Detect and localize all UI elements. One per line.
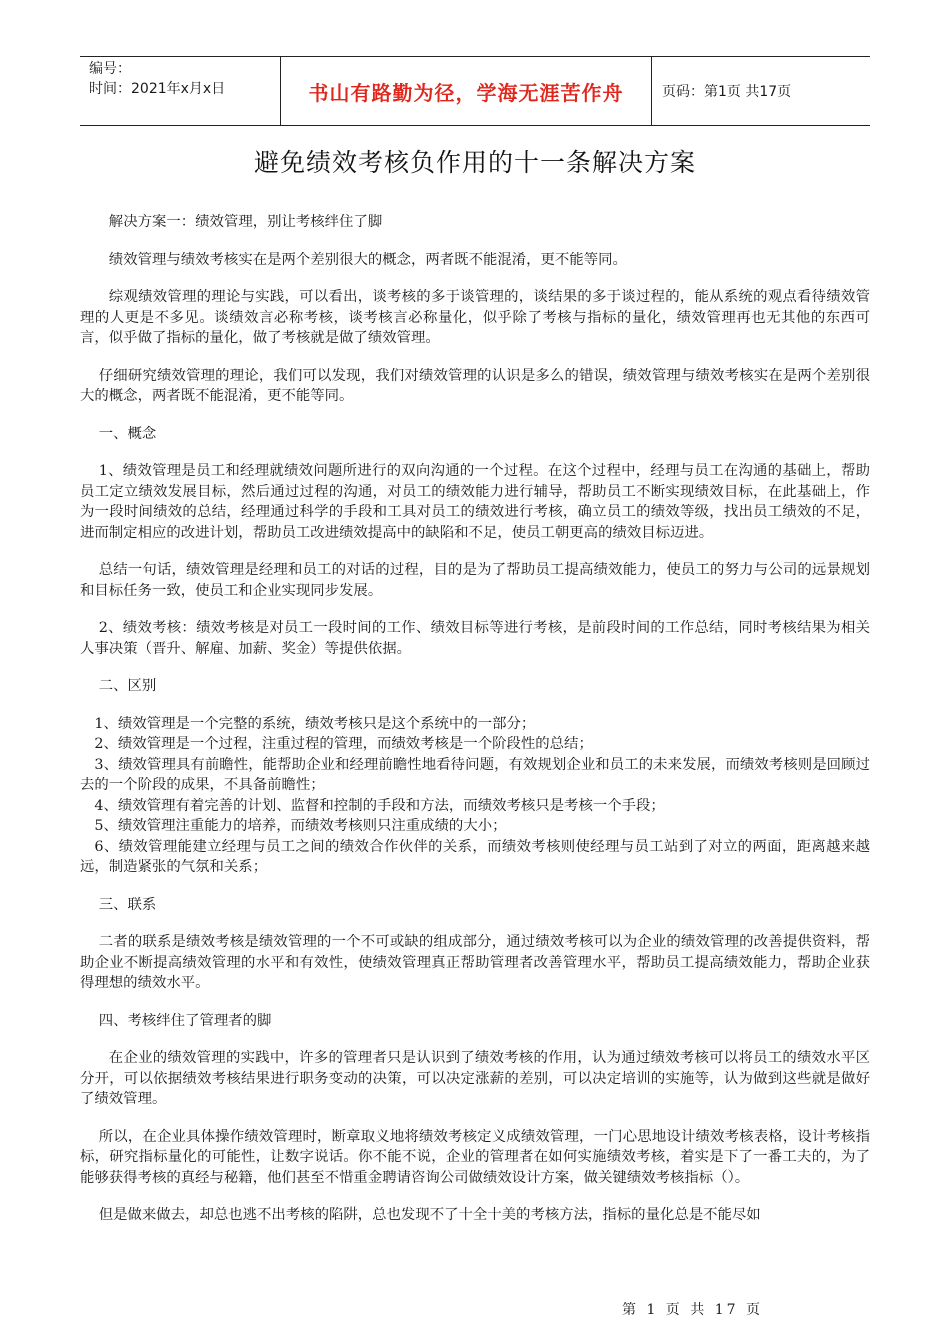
paragraph: 1、绩效管理是员工和经理就绩效问题所进行的双向沟通的一个过程。在这个过程中，经理与员工在沟通的基础上，帮助员工定立绩效发展目标，然后通过过程的沟通，对员工的绩效能力进行辅导，帮助员工不断实现绩效目标，在此基础上，作为一段时间绩效的总结，经理通过科学的手段和工具对员工的绩效进行考核，确立员工的绩效等级，找出员工绩效的不足，进而制定相应的改进计划，帮助员工改进绩效提高中的缺陷和不足，使员工朝更高的绩效目标迈进。: [80, 463, 870, 541]
page-header: [80, 56, 870, 126]
header-page-info: 页码：第1页 共17页: [662, 84, 792, 100]
section-heading: 二、区别: [98, 678, 157, 694]
paragraph: 总结一句话，绩效管理是经理和员工的对话的过程，目的是为了帮助员工提高绩效能力，使员工的努力与公司的远景规划和目标任务一致，使员工和企业实现同步发展。: [80, 562, 870, 599]
document-title: 避免绩效考核负作用的十一条解决方案: [253, 148, 696, 177]
paragraph: 仔细研究绩效管理的理论，我们可以发现，我们对绩效管理的认识是多么的错误，绩效管理与绩效考核实在是两个差别很大的概念，两者既不能混淆，更不能等同。: [80, 367, 870, 404]
list-item: 3、绩效管理具有前瞻性，能帮助企业和经理前瞻性地看待问题，有效规划企业和员工的未来发展，而绩效考核则是回顾过去的一个阶段的成果，不具备前瞻性；: [80, 756, 870, 793]
list-item: 6、绩效管理能建立经理与员工之间的绩效合作伙伴的关系，而绩效考核则使经理与员工站到了对立的两面，距离越来越远，制造紧张的气氛和关系；: [80, 838, 870, 875]
header-motto: 书山有路勤为径，学海无涯苦作舟: [280, 57, 652, 125]
paragraph: 所以，在企业具体操作绩效管理时，断章取义地将绩效考核定义成绩效管理，一门心思地设计绩效考核表格，设计考核指标，研究指标量化的可能性，让数字说话。你不能不说，企业的管理者在如何实施绩效考核，着实是下了一番工夫的，为了能够获得考核的真经与秘籍，他们甚至不惜重金聘请咨询公司做绩效设计方案，做关键绩效考核指标（）。: [80, 1128, 870, 1186]
paragraph: 在企业的绩效管理的实践中，许多的管理者只是认识到了绩效考核的作用，认为通过绩效考核可以将员工的绩效水平区分开，可以依据绩效考核结果进行职务变动的决策，可以决定涨薪的差别，可以决定培训的实施等，认为做到这些就是做好了绩效管理。: [80, 1050, 870, 1107]
list-item: 1、绩效管理是一个完整的系统，绩效考核只是这个系统中的一部分；: [94, 715, 536, 732]
paragraph: 绩效管理与绩效考核实在是两个差别很大的概念，两者既不能混淆，更不能等同。: [108, 251, 627, 268]
section-heading: 三、联系: [98, 896, 157, 913]
header-meta: [80, 57, 280, 125]
section-heading: 一、概念: [98, 425, 157, 442]
difference-list: [80, 714, 870, 878]
paragraph: 二者的联系是绩效考核是绩效管理的一个不可或缺的组成部分，通过绩效考核可以为企业的绩效管理的改善提供资料，帮助企业不断提高绩效管理的水平和有效性，使绩效管理真正帮助管理者改善管理水平，帮助员工提高绩效能力，帮助企业获得理想的绩效水平。: [80, 934, 870, 991]
document-body: [80, 212, 870, 1243]
paragraph: 但是做来做去，却总也逃不出考核的陷阱，总也发现不了十全十美的考核方法，指标的量化总是不能尽如: [98, 1207, 761, 1223]
list-item: 5、绩效管理注重能力的培养，而绩效考核则只注重成绩的大小；: [94, 818, 507, 834]
list-item: 4、绩效管理有着完善的计划、监督和控制的手段和方法，而绩效考核只是考核一个手段；: [94, 797, 665, 814]
time-label: 时间：2021年x月x日: [89, 81, 226, 97]
solution-heading: 解决方案一：绩效管理，别让考核绊住了脚: [108, 214, 383, 230]
paragraph: 2、绩效考核：绩效考核是对员工一段时间的工作、绩效目标等进行考核，是前段时间的工作总结，同时考核结果为相关人事决策（晋升、解雇、加薪、奖金）等提供依据。: [80, 620, 870, 657]
paragraph: 综观绩效管理的理论与实践，可以看出，谈考核的多于谈管理的，谈结果的多于谈过程的，能从系统的观点看待绩效管理的人更是不多见。谈绩效言必称考核，谈考核言必称量化，似乎除了考核与指标的量化，绩效管理再也无其他的东西可言，似乎做了指标的量化，做了考核就是做了绩效管理。: [80, 289, 870, 346]
code-label: 编号：: [89, 61, 131, 77]
section-heading: 四、考核绊住了管理者的脚: [98, 1012, 272, 1029]
list-item: 2、绩效管理是一个过程，注重过程的管理，而绩效考核是一个阶段性的总结；: [94, 736, 593, 752]
page-footer: 第 1 页 共 17 页: [622, 1302, 763, 1318]
